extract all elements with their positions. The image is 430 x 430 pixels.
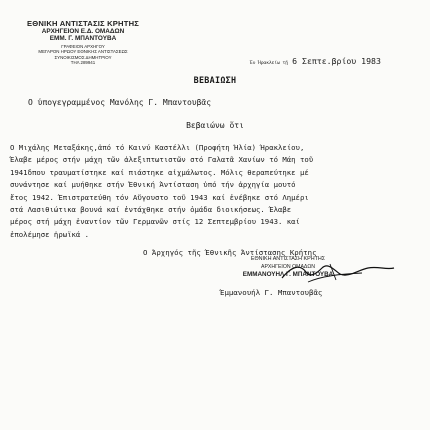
body-line: μέρος στή μάχη ἐναντίον τῶν Γερμανῶν στίς 12 Σεπτεμβρίου 1943. καί [10, 217, 300, 227]
certificate-body [10, 142, 420, 241]
body-line: Έλαβε μέρος στήν μάχη τῶν ἀλεξιπτωτιστῶν στό Γαλατᾶ Χανίων τό Μάη τοῦ [10, 155, 314, 165]
letterhead-street: ΣΥΝΟΙΚΙΣΜΟΣ ΔΗΜΗΤΡΙΟΥ [54, 54, 112, 60]
intro-line: Ο ὑπογεγραμμένος Μανόλης Γ. Μπαντουβᾶς [28, 98, 212, 107]
stamp-command: ΑΡΧΗΓΕΙΟΝ ΟΜΑΔΩΝ [260, 264, 315, 270]
stamp-name: ΕΜΜΑΝΟΥΗΛ Γ. ΜΠΑΝΤΟΥΒΑ [242, 271, 334, 278]
body-line: ἔτος 1942. Έπιστρατεύθη τόν Αὔγουστο τοῦ 1943 καί ἐνέβηκε στό Λημέρι [10, 192, 309, 202]
letterhead-phone: ΤΗΛ 289941 [70, 60, 96, 65]
date-prefix: Έν Ήρακλείω τῇ [250, 61, 288, 66]
letterhead-office: ΓΡΑΦΕΙΟΝ ΑΡΧΗΓΟΥ [61, 43, 105, 49]
letterhead-leader: ΕΜΜ. Γ. ΜΠΑΝΤΟΥΒΑ [49, 35, 117, 43]
letterhead-command: ΑΡΧΗΓΕΙΟΝ Ε.Δ. ΟΜΑΔΩΝ [41, 27, 125, 35]
signature-role-text: Ο Άρχηγός τῆς Έθνικῆς Άντίστασης Κρήτης [143, 248, 317, 257]
body-line: ἐπολέμησε ἡρωϊκά . [10, 229, 90, 239]
date-value: 6 Σεπτε.βρίου 1983 [292, 56, 381, 66]
body-line: 1941δπου τραυματίστηκε καί πιάστηκε αἰχμάλωτος. Μόλις θεραπεύτηκε μέ [10, 167, 309, 177]
stamp-org: ΕΘΝΙΚΗ ΑΝΤΙΣΤΑΣΗ ΚΡΗΤΗΣ [250, 256, 326, 262]
date-line [250, 56, 381, 66]
body-line: Ο Μιχάλης Μεταξάκης,ἀπό τό Καινύ Καστέλλι (Προφήτη Ήλία) Ήρακλείου, [10, 143, 305, 152]
letterhead-org: ΕΘΝΙΚΗ ΑΝΤΙΣΤΑΣΙΣ ΚΡΗΤΗΣ [26, 19, 140, 28]
handwritten-signature [278, 256, 398, 288]
affirmation-line: Βεβαιώνω ὅτι [186, 121, 244, 130]
letterhead-hall: ΜΕΓΑΡΟΝ ΗΡΩΟΥ ΕΘΝΙΚΗΣ ΑΝΤΙΣΤΑΣΕΩΣ [38, 49, 128, 55]
body-line: στά Λασιθιώτικα βουνά καί ἐντάχθηκε στήν ὁμάδα διοικήσεως. Έλαβε [10, 205, 292, 215]
document-title: ΒΕΒΑΙΩΣΗ [193, 75, 237, 85]
letterhead [8, 20, 158, 65]
signatory-name: Έμμανουήλ Γ. Μπαντουβᾶς [220, 288, 323, 297]
body-line: συνάντησε καί μυήθηκε στήν Έθνική Άντίσταση ὑπό τήν ἀρχηγία μουτό [10, 180, 296, 190]
